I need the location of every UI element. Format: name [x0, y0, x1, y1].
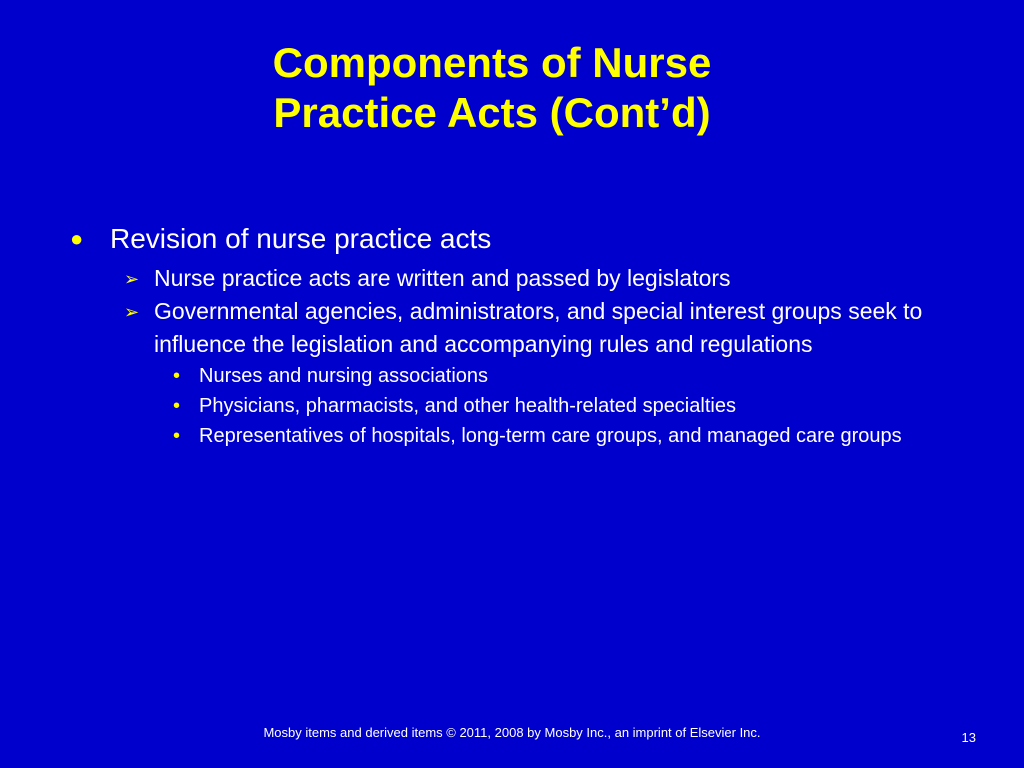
bullet-level2-item: [124, 262, 950, 295]
bullet-level3-item: [173, 391, 950, 421]
bullet-level2-text: Nurse practice acts are written and passed by legislators: [154, 265, 731, 291]
bullet-level3-text: Physicians, pharmacists, and other health-related specialties: [199, 395, 736, 417]
copyright-footer: Mosby items and derived items © 2011, 2008 by Mosby Inc., an imprint of Elsevier Inc.: [263, 725, 761, 740]
round-bullet-icon: ●: [70, 226, 84, 251]
slide-body: [70, 222, 950, 451]
bullet-level3-item: [173, 421, 950, 451]
bullet-level2-text: Governmental agencies, administrators, and special interest groups seek to influence the legislation and accompanying rules and regulations: [154, 298, 923, 357]
bullet-level3-text: Representatives of hospitals, long-term care groups, and managed care groups: [199, 425, 902, 447]
dot-bullet-icon: •: [173, 365, 181, 387]
bullet-level1-text: Revision of nurse practice acts: [110, 223, 492, 254]
page-number: 13: [961, 730, 976, 745]
bullet-level3-text: Nurses and nursing associations: [199, 365, 489, 387]
dot-bullet-icon: •: [173, 425, 181, 447]
dot-bullet-icon: •: [173, 395, 181, 417]
slide-title-line-1: Components of Nurse: [272, 39, 712, 86]
slide-title: [0, 38, 984, 138]
arrow-bullet-icon: ➢: [124, 269, 140, 289]
arrow-bullet-icon: ➢: [124, 302, 140, 322]
bullet-level3-item: [173, 361, 950, 391]
slide-title-line-2: Practice Acts (Cont’d): [273, 89, 711, 136]
bullet-level2-item: [124, 295, 950, 361]
bullet-level1-item: [70, 222, 950, 256]
